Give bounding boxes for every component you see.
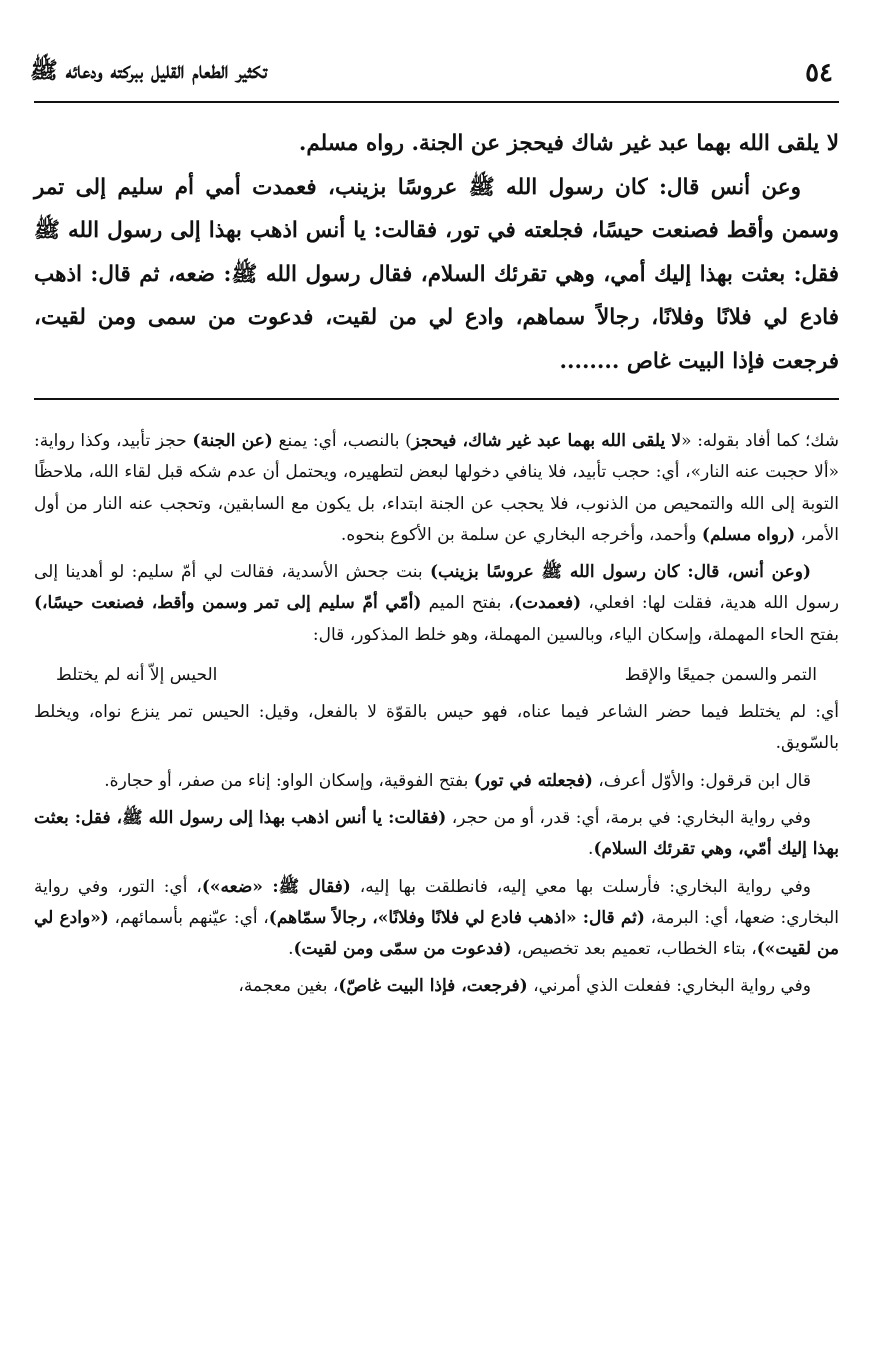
commentary-text — [34, 426, 839, 1009]
hadith-paragraph: وعن أنس قال: كان رسول الله ﷺ عروسًا بزينب، فعمدت أمي أم سليم إلى تمر وسمن وأقط فصنعت حيسًا، فجلعته في تور، فقالت: يا أنس اذهب بهذا إلى رسول الله ﷺ فقل: بعثت بهذا إليك أمي، وهي تقرئك السلام، فقال رسول الله ﷺ: ضعه، ثم قال: اذهب فادع لي فلانًا وفلانًا، رجالاً سماهم، وادع لي من لقيت، فدعوت من سمى ومن لقيت، فرجعت فإذا البيت غاص ........ — [34, 174, 839, 374]
commentary-paragraph — [34, 872, 839, 966]
poetry-verse — [34, 657, 839, 697]
commentary-text-run: . — [588, 839, 594, 860]
commentary-text-run: حجز تأبيد، وكذا رواية: «ألا حجبت عنه النار»، أي: حجب تأبيد، فلا ينافي دخولها لبعض لتطهيره، ويحتمل أن عدم شكه قبل لقاء الله، ملاحظًا التوبة إلى الله والتمحيص من الذنوب، فلا يحجب عن الجنة ابتداء، بل يكون مع السابقين، وتحجب عنه النار من أول الأمر، — [34, 431, 839, 545]
quoted-hadith-text: لا يلقى الله بهما عبد غير شاك، فيحجز — [411, 431, 682, 451]
section-divider — [34, 398, 839, 400]
header-rule — [34, 101, 839, 103]
hadith-paragraph: لا يلقى الله بهما عبد غير شاك فيحجز عن الجنة. رواه مسلم. — [298, 131, 839, 156]
commentary-text-run: شك؛ كما أفاد بقوله: « — [681, 431, 839, 451]
commentary-paragraph — [34, 803, 839, 866]
quoted-hadith-text: (فجعلته في تور) — [473, 770, 593, 791]
commentary-paragraph — [34, 426, 839, 551]
commentary-text-run: ، بفتح الميم — [421, 593, 515, 614]
commentary-paragraph — [34, 971, 839, 1002]
commentary-text-run: ، بغين معجمة، — [238, 976, 339, 997]
quoted-hadith-text: (فدعوت من سمّى ومن لقيت) — [293, 939, 512, 960]
quoted-hadith-text: («وادع لي من لقيت») — [34, 907, 839, 960]
quoted-hadith-text: (ثم قال: «اذهب فادع لي فلانًا وفلانًا»، رجالاً سمّاهم) — [268, 907, 645, 928]
quoted-hadith-text: (رواه مسلم) — [701, 524, 796, 545]
commentary-text-run: ، أي: عيّنهم بأسمائهم، — [108, 907, 269, 928]
quoted-hadith-text: (فعمدت) — [514, 593, 582, 614]
commentary-text-run: قال ابن قرقول: والأوّل أعرف، — [592, 770, 811, 791]
quoted-hadith-text: (أمّي أمّ سليم إلى تمر وسمن وأقط، فصنعت حيسًا،) — [34, 593, 422, 614]
commentary-paragraph — [34, 766, 839, 797]
quoted-hadith-text: (فقال ﷺ: «ضعه») — [201, 876, 351, 897]
verse-first-hemistich: التمر والسمن جميعًا والإقط — [624, 665, 817, 686]
commentary-text-run: بفتح الحاء المهملة، وإسكان الياء، وبالسين المهملة، وهو خلط المذكور، قال: — [312, 624, 839, 645]
commentary-text-run: ) بالنصب، أي: يمنع — [272, 431, 412, 451]
commentary-text-run: بفتح الفوقية، وإسكان الواو: إناء من صفر، أو حجارة. — [104, 770, 474, 791]
running-title: تكثير الطعام القليل ببركته ودعائه ﷺ — [30, 57, 267, 84]
commentary-text-run: وفي رواية البخاري: فأرسلت بها معي إليه، فانطلقت بها إليه، — [350, 876, 812, 897]
commentary-text-run: أي: لم يختلط فيما حضر الشاعر فيما عناه، فهو حيس بالقوّة لا بالفعل، وقيل: الحيس تمر ينزع نواه، ويخلط بالسّويق. — [34, 702, 839, 754]
commentary-text-run: وفي رواية البخاري: ففعلت الذي أمرني، — [527, 976, 811, 997]
commentary-text-run: وفي رواية البخاري: في برمة، أي: قدر، أو من حجر، — [446, 807, 811, 828]
commentary-text-run: . — [288, 939, 294, 960]
quoted-hadith-text: (عن الجنة) — [192, 431, 273, 451]
quoted-hadith-text: (فقالت: يا أنس اذهب بهذا إلى رسول الله ﷺ، فقل: بعثت بهذا إليك أمّي، وهي تقرئك السلام) — [34, 807, 839, 860]
commentary-text-run: بنت جحش الأسدية، فقالت لي أمّ سليم: لو أهدينا إلى رسول الله هدية، فقلت لها: افعلي، — [34, 562, 840, 614]
page-number: ٥٤ — [805, 58, 833, 88]
commentary-text-run: ، أي: التور، وفي رواية البخاري: ضعها، أي: البرمة، — [34, 876, 839, 928]
commentary-text-run: ، بتاء الخطاب، تعميم بعد تخصيص، — [511, 939, 757, 960]
commentary-paragraph — [34, 557, 839, 651]
quoted-hadith-text: (فرجعت، فإذا البيت غاصّ) — [338, 976, 528, 997]
commentary-paragraph — [34, 697, 839, 760]
verse-second-hemistich: الحيس إلاّ أنه لم يختلط — [56, 665, 218, 686]
page-header — [30, 56, 833, 90]
hadith-text — [34, 122, 839, 383]
quoted-hadith-text: (وعن أنس، قال: كان رسول الله ﷺ عروسًا بزينب) — [430, 562, 811, 583]
commentary-text-run: وأحمد، وأخرجه البخاري عن سلمة بن الأكوع بنحوه. — [340, 524, 702, 545]
